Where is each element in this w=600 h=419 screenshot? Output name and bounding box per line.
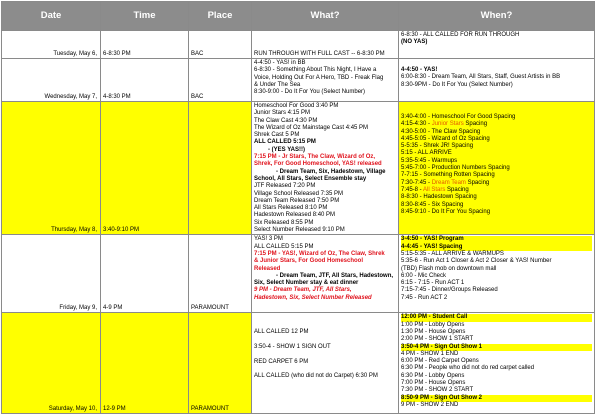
header-when: When? bbox=[399, 2, 595, 31]
what-line: Dream Team Released 7:50 PM bbox=[254, 197, 340, 204]
when-highlight: Junior Stars bbox=[431, 121, 464, 128]
when-line: 5:35-6 - Run Act 1 Closer & Act 2 Closer & YAS! Number bbox=[401, 258, 552, 265]
date-cell: Wednesday, May 7, bbox=[2, 59, 101, 102]
table-row-tuesday bbox=[2, 31, 595, 59]
header-what: What? bbox=[252, 2, 399, 31]
header-row bbox=[2, 2, 595, 31]
what-line: Homeschool For Good 3:40 PM bbox=[254, 103, 339, 109]
when-line: 6:30 PM - People who did not do red carpet called bbox=[401, 365, 535, 372]
what-line: 6-8:30 - Something About This Night, I Have a bbox=[254, 67, 377, 74]
when-highlight: All Stars bbox=[423, 186, 446, 193]
when-cell bbox=[399, 313, 595, 414]
time-cell: 6-8:30 PM bbox=[101, 31, 189, 59]
what-line: - Dream Team, JTF, All Stars, Hadestown, bbox=[276, 272, 394, 279]
date-cell: Tuesday, May 6, bbox=[2, 31, 101, 59]
what-line: - Dream Team, Six, Hadestown, Village bbox=[276, 168, 386, 175]
when-line: 12:00 PM - Student Call bbox=[401, 314, 592, 321]
what-line: Six Released 8:55 PM bbox=[254, 219, 314, 226]
when-line: 8:30-8:45 - Six Spacing bbox=[401, 201, 464, 208]
when-line: 5:15-5:35 - ALL ARRIVE & WARMUPS bbox=[401, 250, 504, 257]
what-line: The Wizard of Oz Mainstage Cast 4:45 PM bbox=[254, 124, 369, 131]
what-line: 9 PM - Dream Team, JTF, All Stars, bbox=[254, 287, 352, 294]
schedule-table bbox=[1, 1, 595, 414]
when-line: 6:00-8:30 - Dream Team, All Stars, Staff, Guest Artists in BB bbox=[401, 74, 561, 81]
what-line: Shrek, For Good Homeschool, YAS! released bbox=[254, 161, 382, 168]
when-line: 6:15 - 7:15 - Run ACT 1 bbox=[401, 280, 465, 287]
when-line: 8:30-9PM - Do It For You (Select Number) bbox=[401, 81, 513, 88]
what-line: Select Number Released 9:10 PM bbox=[254, 227, 345, 234]
when-cell bbox=[399, 235, 595, 313]
when-line: 4 PM - SHOW 1 END bbox=[401, 350, 459, 357]
when-line: 8:45-9:10 - Do It For You Spacing bbox=[401, 208, 491, 215]
when-line: 6:00 - Mic Check bbox=[401, 272, 447, 279]
what-line: 8:30-9:00 - Do It For You (Select Number) bbox=[254, 89, 366, 96]
table-row-thursday bbox=[2, 102, 595, 235]
when-cell bbox=[399, 59, 595, 102]
what-line: Hadestown, Six, Select Number Released bbox=[254, 294, 372, 301]
when-line: 7:15-7:45 - Dinner/Groups Released bbox=[401, 287, 498, 294]
when-highlight: Dream Team bbox=[431, 179, 466, 186]
time-cell: 3:40-9:10 PM bbox=[101, 102, 189, 235]
what-cell bbox=[252, 102, 399, 235]
what-line: Voice, Holding Out For A Hero, TBD - Freak Flag bbox=[254, 74, 384, 81]
when-line: 4:15-4:30 - Junior Stars Spacing bbox=[401, 121, 488, 128]
when-line: 7:45 - Run ACT 2 bbox=[401, 294, 448, 301]
what-cell bbox=[252, 31, 399, 59]
what-line: ALL CALLED (who did not do Carpet) 6:30 PM bbox=[254, 373, 378, 380]
when-line: 8-8:30 - Hadestown Spacing bbox=[401, 194, 477, 201]
what-line: School, All Stars, Select Ensemble stay bbox=[254, 175, 367, 182]
what-line: All Stars Released 8:10 PM bbox=[254, 205, 328, 212]
when-line: 5-5:35 - Shrek JR! Spacing bbox=[401, 143, 474, 150]
what-line: JTF Released 7:20 PM bbox=[254, 183, 316, 190]
what-line: Six, Select Number stay & eat dinner bbox=[254, 280, 359, 287]
header-time: Time bbox=[101, 2, 189, 31]
when-line: 1:30 PM - House Opens bbox=[401, 328, 466, 335]
what-cell bbox=[252, 313, 399, 414]
when-line: 4-4:45 - YAS! Spacing bbox=[401, 244, 592, 251]
when-line: 7-7:15 - Something Rotten Spacing bbox=[401, 172, 495, 179]
what-line: Village School Released 7:35 PM bbox=[254, 190, 343, 197]
when-line: 6:30 PM - Lobby Opens bbox=[401, 372, 465, 379]
when-line: 1:00 PM - Lobby Opens bbox=[401, 321, 465, 328]
when-cell bbox=[399, 102, 595, 235]
what-line: RED CARPET 6 PM bbox=[254, 358, 309, 365]
header-date: Date bbox=[2, 2, 101, 31]
table-row-wednesday bbox=[2, 59, 595, 102]
date-cell: Thursday, May 8, bbox=[2, 102, 101, 235]
when-line: 3-4:50 - YAS! Program bbox=[401, 236, 592, 243]
what-line: Hadestown Released 8:40 PM bbox=[254, 212, 336, 219]
when-line: 4-4:50 - YAS! bbox=[401, 67, 438, 73]
time-cell: 4-9 PM bbox=[101, 235, 189, 313]
place-cell: PARAMOUNT bbox=[189, 235, 252, 313]
what-line: Shrek Cast 5 PM bbox=[254, 132, 300, 139]
when-line: 5:45-7:00 - Production Numbers Spacing bbox=[401, 165, 510, 172]
when-line: 8:50-9 PM - Sign Out Show 2 bbox=[401, 395, 592, 402]
date-cell: Saturday, May 10, bbox=[2, 313, 101, 414]
what-line: 7:15 PM - Jr Stars, The Claw, Wizard of Oz, bbox=[254, 154, 376, 161]
what-line: ALL CALLED 12 PM bbox=[254, 329, 309, 336]
when-line: 3:40-4:00 - Homeschool For Good Spacing bbox=[401, 114, 516, 120]
when-line: 7:30-7:45 - Dream Team Spacing bbox=[401, 179, 490, 186]
when-line: 9 PM - SHOW 2 END bbox=[401, 401, 459, 408]
when-line: 6-8:30 - ALL CALLED FOR RUN THROUGH bbox=[401, 32, 520, 38]
when-line: 3:50-4 PM - Sign Out Show 1 bbox=[401, 344, 592, 351]
when-line: 7:00 PM - House Opens bbox=[401, 380, 466, 387]
when-cell bbox=[399, 31, 595, 59]
when-line: 4:30-5:00 - The Claw Spacing bbox=[401, 128, 481, 135]
what-line: - (YES YAS!!) bbox=[268, 146, 306, 153]
date-cell: Friday, May 9, bbox=[2, 235, 101, 313]
what-cell bbox=[252, 59, 399, 102]
what-line: Junior Stars 4:15 PM bbox=[254, 110, 311, 117]
place-cell: BAC bbox=[189, 31, 252, 59]
when-line: 5:15 - ALL ARRIVE bbox=[401, 150, 452, 157]
table-row-saturday bbox=[2, 313, 595, 414]
what-line: ALL CALLED 5:15 PM bbox=[254, 139, 316, 146]
table-row-friday bbox=[2, 235, 595, 313]
when-line: 2:00 PM - SHOW 1 START bbox=[401, 336, 474, 343]
time-cell: 12-9 PM bbox=[101, 313, 189, 414]
what-line: 3:50-4 - SHOW 1 SIGN OUT bbox=[254, 343, 331, 350]
when-line: 5:35-5:45 - Warmups bbox=[401, 157, 458, 164]
place-cell: PARAMOUNT bbox=[189, 313, 252, 414]
when-line: 6:00 PM - Red Carpet Opens bbox=[401, 358, 479, 365]
when-line: 7:30 PM - SHOW 2 START bbox=[401, 387, 474, 394]
what-line: & Under The Sea bbox=[254, 81, 301, 88]
time-cell: 4-8:30 PM bbox=[101, 59, 189, 102]
what-line: 4-4:50 - YAS! in BB bbox=[254, 60, 306, 66]
when-line: (TBD) Flash mob on downtown mall bbox=[401, 265, 497, 272]
what-line: ALL CALLED 5:15 PM bbox=[254, 243, 314, 250]
what-line: RUN THROUGH WITH FULL CAST -- 6-8:30 PM bbox=[254, 50, 385, 57]
what-line: The Claw Cast 4:30 PM bbox=[254, 117, 318, 124]
what-cell bbox=[252, 235, 399, 313]
what-line: YAS! 3 PM bbox=[254, 236, 283, 243]
what-line: & Junior Stars, For Good Homeschool bbox=[254, 258, 364, 265]
when-line: (NO YAS) bbox=[401, 39, 428, 46]
when-line: 7:45-8 - All Stars Spacing bbox=[401, 186, 469, 193]
place-cell bbox=[189, 102, 252, 235]
what-line: 7:15 PM - YAS!, Wizard of Oz, The Claw, Shrek bbox=[254, 250, 385, 257]
place-cell: BAC bbox=[189, 59, 252, 102]
what-line: Released bbox=[254, 265, 281, 272]
header-place: Place bbox=[189, 2, 252, 31]
when-line: 4:45-5:05 - Wizard of Oz Spacing bbox=[401, 135, 490, 142]
